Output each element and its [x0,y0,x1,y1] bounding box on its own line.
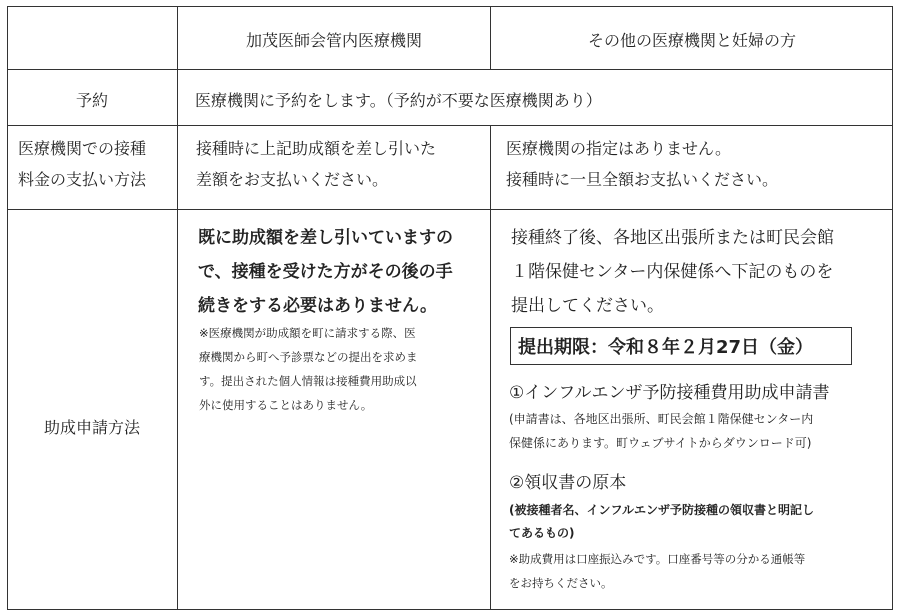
application-col1-note-line1: ※医療機関が助成額を町に請求する際、医 [199,326,416,340]
application-col1-bold-line1: 既に助成額を差し引いていますの [198,228,453,248]
application-col1-bold-line2: で、接種を受けた方がその後の手 [198,262,453,282]
row-divider [7,209,893,210]
application-item1-note-line2: 保健係にあります。町ウェブサイトからダウンロード可) [509,436,812,450]
row-divider [7,69,893,70]
reservation-text: 医療機関に予約をします。（予約が不要な医療機関あり） [195,91,602,110]
application-item1-note-line1: (申請書は、各地区出張所、町民会館１階保健センター内 [509,412,814,426]
application-col2-intro-line1: 接種終了後、各地区出張所または町民会館 [511,228,834,248]
reservation-label: 予約 [75,91,108,110]
payment-col2-line2: 接種時に一旦全額お支払いください。 [506,170,779,189]
header-col2: その他の医療機関と妊婦の方 [587,31,796,50]
application-item2: ②領収書の原本 [509,473,627,493]
col-divider [490,125,491,610]
application-col1-bold-line3: 続きをする必要はありません。 [198,296,438,316]
col-divider [177,6,178,610]
payment-label-line1: 医療機関での接種 [18,139,147,158]
application-item2-note-line3: ※助成費用は口座振込みです。口座番号等の分かる通帳等 [509,552,806,566]
header-col1: 加茂医師会管内医療機関 [245,31,422,50]
application-item2-note-line2: てあるもの) [509,526,575,540]
application-item2-note-line1: (被接種者名、インフルエンザ予防接種の領収書と明記し [509,503,815,517]
application-col1-note-line4: 外に使用することはありません。 [199,398,373,412]
application-col2-intro-line2: １階保健センター内保健係へ下記のものを [511,262,834,282]
application-item2-note-line4: をお持ちください。 [509,576,613,590]
application-label: 助成申請方法 [43,418,140,437]
application-col1-note-line2: 療機関から町へ予診票などの提出を求めま [199,350,418,364]
payment-col2-line1: 医療機関の指定はありません。 [506,139,731,158]
row-divider [7,125,893,126]
deadline-text: 提出期限：令和８年２月27日（金） [518,337,814,358]
application-item1: ①インフルエンザ予防接種費用助成申請書 [509,383,830,403]
payment-label-line2: 料金の支払い方法 [18,170,147,189]
application-col1-note-line3: す。提出された個人情報は接種費用助成以 [199,374,417,388]
payment-col1-line2: 差額をお支払いください。 [196,170,389,189]
application-col2-intro-line3: 提出してください。 [511,296,664,316]
payment-col1-line1: 接種時に上記助成額を差し引いた [196,139,437,158]
